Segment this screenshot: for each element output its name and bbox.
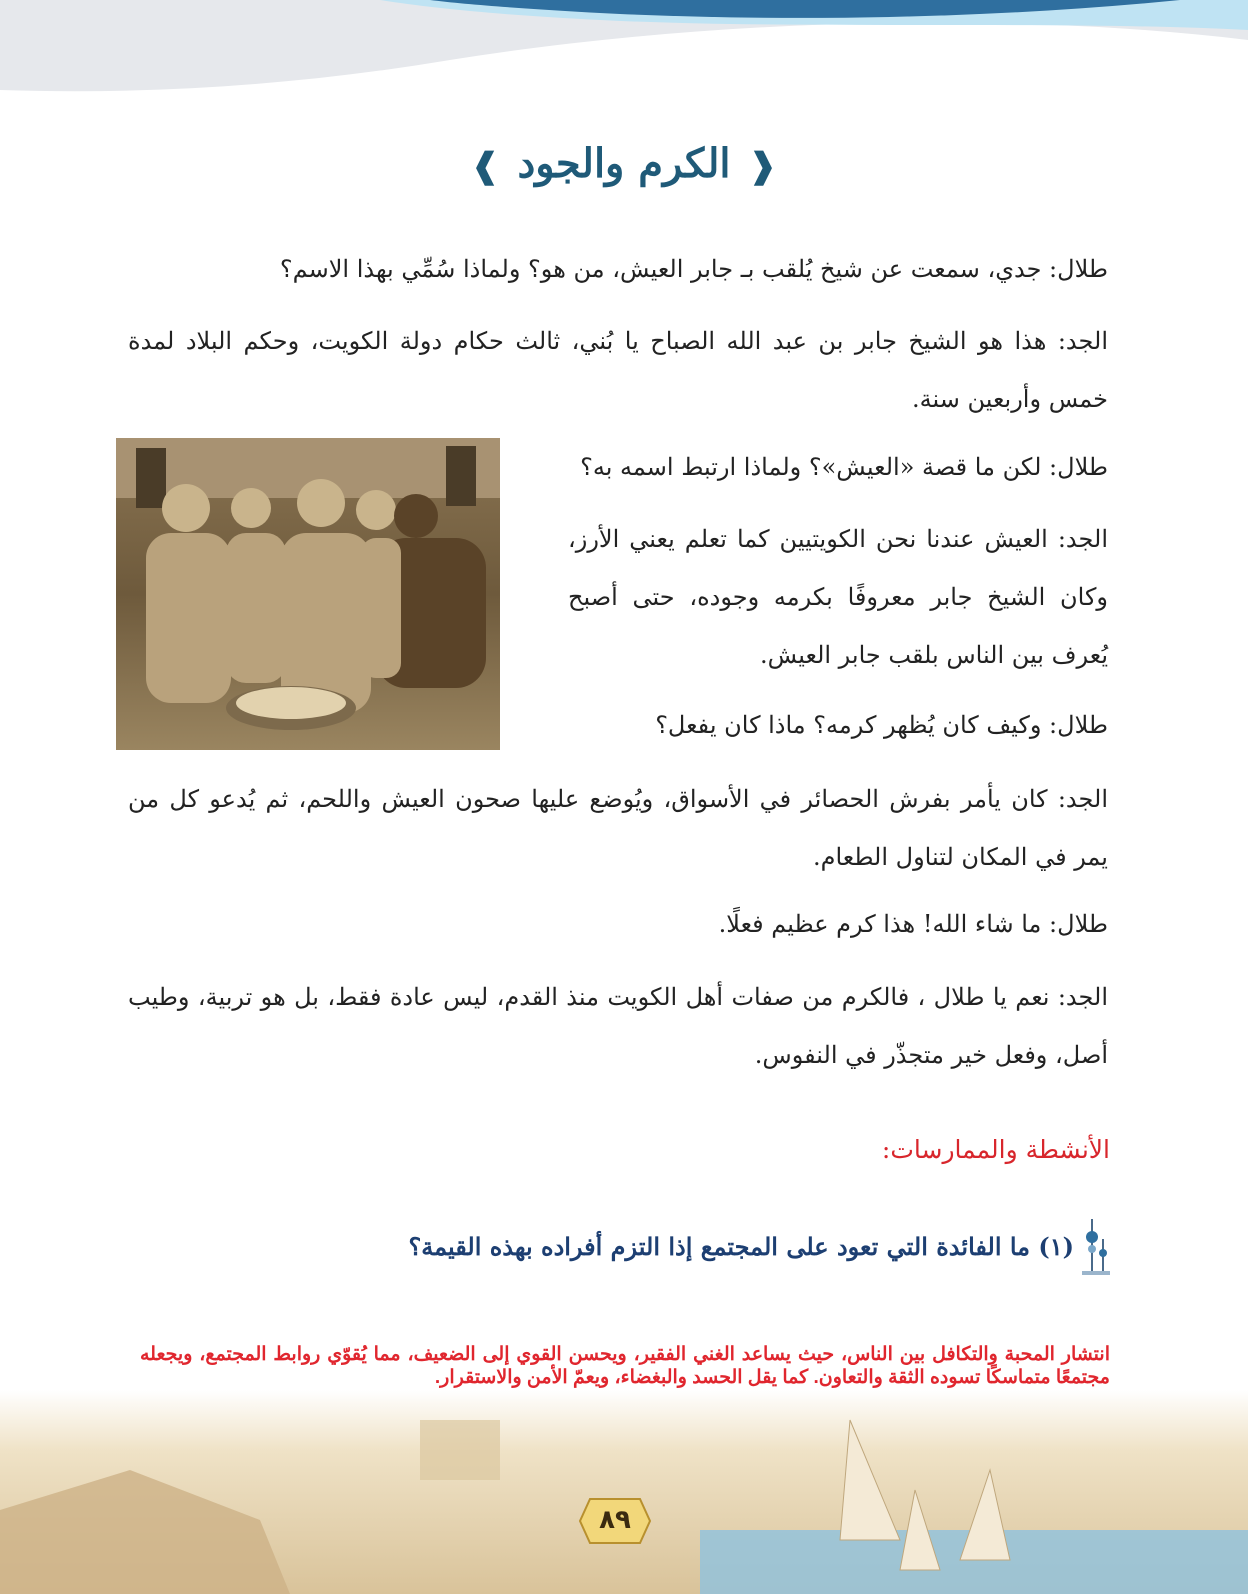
dialogue-line-6: الجد: كان يأمر بفرش الحصائر في الأسواق، ويُوضع عليها صحون العيش واللحم، ثم يُدعو كل من يمر في المكان لتناول الطعام.: [128, 785, 1108, 871]
dialogue-line-8: الجد: نعم يا طلال ، فالكرم من صفات أهل الكويت منذ القدم، ليس عادة فقط، بل هو تربية، وطيب أصل، وفعل خير متجذّر في النفوس.: [128, 983, 1108, 1069]
desert-scene-background: [0, 1390, 1248, 1594]
dialogue-line-4: الجد: العيش عندنا نحن الكويتيين كما تعلم يعني الأرز، وكان الشيخ جابر معروفًا بكرمه وجوده، حتى أصبح يُعرف بين الناس بلقب جابر العيش.: [568, 525, 1108, 669]
page-title: [0, 140, 1248, 187]
dialogue-line-3: طلال: لكن ما قصة «العيش»؟ ولماذا ارتبط اسمه به؟: [580, 453, 1108, 481]
sepia-photo-men-eating-rice: [116, 438, 500, 750]
dialogue-line-5: طلال: وكيف كان يُظهر كرمه؟ ماذا كان يفعل؟: [655, 711, 1108, 739]
dialogue-line-2: الجد: هذا هو الشيخ جابر بن عبد الله الصباح يا بُني، ثالث حكام دولة الكويت، وحكم البلاد لمدة خمس وأربعين سنة.: [128, 327, 1108, 413]
page-number: ٨٩: [599, 1505, 631, 1535]
activities-heading: الأنشطة والممارسات:: [881, 1135, 1110, 1164]
header-wave-decoration: [0, 0, 1248, 110]
page-number-badge: [578, 1495, 652, 1547]
ornament-left-icon: ❱: [470, 146, 500, 186]
question-text: (١) ما الفائدة التي تعود على المجتمع إذا التزم أفراده بهذه القيمة؟: [408, 1231, 1074, 1261]
activity-answer: انتشار المحبة والتكافل بين الناس، حيث يساعد الغني الفقير، ويحسن القوي إلى الضعيف، مما يُقوّي روابط المجتمع، ويجعله مجتمعًا متماسكًا تسوده الثقة والتعاون. كما يقل الحسد والبغضاء، ويعمّ الأمن والاستقرار.: [140, 1344, 1110, 1388]
dialogue-line-7: طلال: ما شاء الله! هذا كرم عظيم فعلًا.: [718, 910, 1108, 938]
kuwait-towers-icon: [1082, 1215, 1110, 1277]
dialogue-line-1: طلال: جدي، سمعت عن شيخ يُلقب بـ جابر العيش، من هو؟ ولماذا سُمِّي بهذا الاسم؟: [279, 255, 1108, 283]
activity-question: [409, 1215, 1110, 1277]
ornament-right-icon: ❰: [748, 146, 778, 186]
title-text: الكرم والجود: [517, 140, 731, 187]
